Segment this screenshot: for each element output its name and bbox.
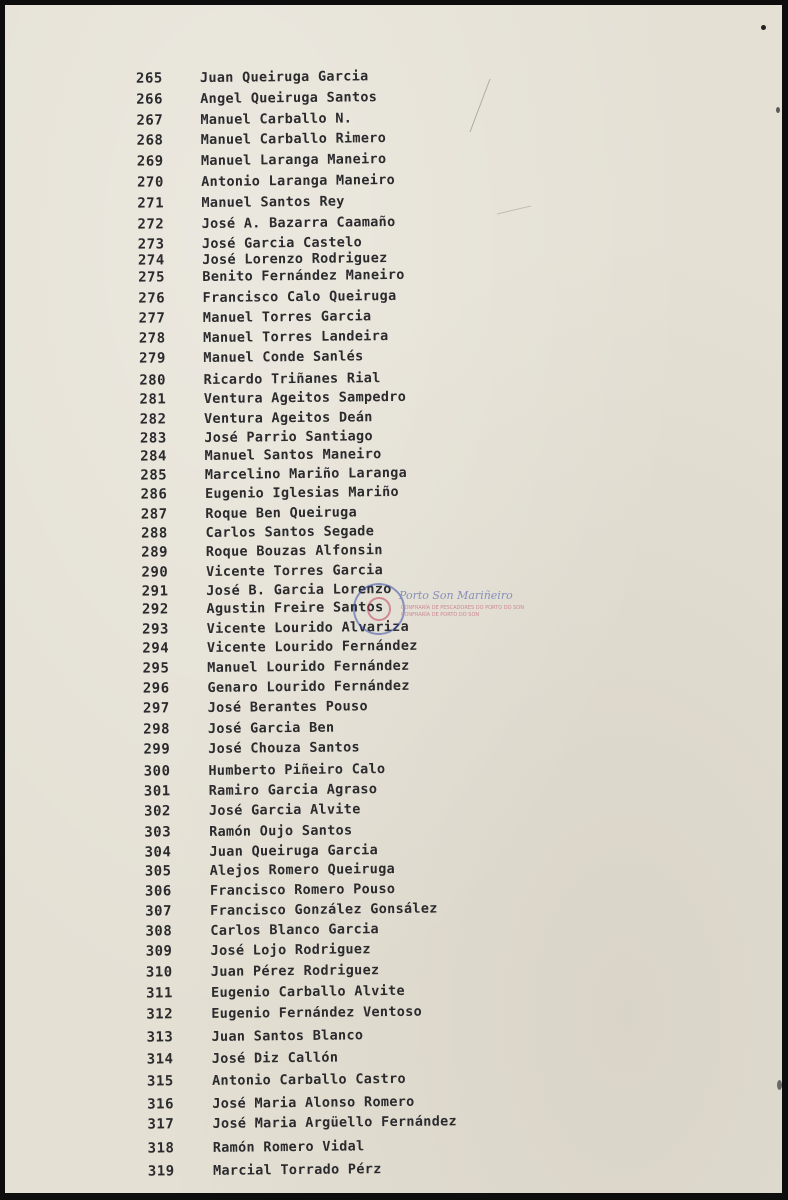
entry-name: Angel Queiruga Santos: [200, 89, 378, 108]
pencil-mark-icon: [460, 77, 500, 137]
entry-name: Eugenio Carballo Alvite: [211, 982, 406, 1001]
entry-number: 289: [141, 544, 169, 561]
entry-name: José B. Garcia Lorenzo: [206, 581, 392, 599]
entry-number: 282: [139, 411, 167, 428]
entry-name: Roque Ben Queiruga: [205, 504, 358, 522]
entry-name: Ricardo Triñanes Rial: [203, 370, 381, 388]
entry-number: 309: [145, 943, 173, 960]
entry-name: Manuel Santos Rey: [201, 193, 345, 212]
entry-number: 302: [144, 803, 171, 820]
entry-name: Manuel Conde Sanlés: [203, 348, 364, 366]
entry-name: Manuel Carballo N.: [200, 110, 353, 129]
entry-name: Manuel Lourido Fernández: [207, 657, 410, 676]
entry-name: Ramiro Garcia Agraso: [208, 781, 378, 799]
watermark-logo-icon: [353, 583, 405, 635]
entry-number: 274: [137, 252, 165, 269]
entry-number: 269: [136, 153, 164, 170]
entry-name: Roque Bouzas Alfonsin: [205, 542, 383, 560]
entry-name: Manuel Carballo Rimero: [200, 130, 387, 149]
watermark-stamp: [313, 575, 524, 643]
entry-number: 267: [136, 112, 164, 129]
entry-name: José Maria Alonso Romero: [212, 1093, 415, 1112]
entry-name: Vicente Lourido Fernández: [206, 637, 418, 656]
entry-name: Manuel Laranga Maneiro: [200, 151, 387, 170]
entry-number: 265: [135, 70, 163, 87]
entry-number: 308: [145, 923, 173, 940]
entry-name: Manuel Torres Landeira: [203, 328, 389, 346]
entry-number: 307: [145, 903, 173, 920]
entry-name: José Garcia Alvite: [208, 801, 361, 819]
entry-number: 286: [140, 486, 168, 503]
entry-name: Francisco Romero Pouso: [209, 880, 396, 899]
entry-name: José A. Bazarra Caamaño: [201, 213, 396, 233]
entry-number: 273: [137, 236, 165, 253]
entry-name: Antonio Laranga Maneiro: [201, 171, 396, 191]
entry-number: 268: [136, 132, 164, 149]
entry-number: 288: [140, 525, 168, 542]
document-page: [5, 5, 782, 1193]
entry-name: Juan Santos Blanco: [211, 1027, 364, 1045]
entry-name: Juan Pérez Rodriguez: [210, 962, 380, 980]
entry-number: 275: [138, 269, 166, 286]
entry-number: 301: [143, 783, 171, 800]
entry-name: José Garcia Castelo: [201, 234, 363, 253]
entry-number: 266: [136, 91, 164, 108]
entry-number: 290: [141, 564, 169, 581]
entry-number: 294: [142, 640, 170, 657]
paper-speck: [761, 25, 766, 30]
entry-number: 277: [138, 310, 166, 327]
entry-name: Benito Fernández Maneiro: [202, 266, 405, 286]
entry-number: 270: [136, 174, 164, 191]
entry-name: Carlos Blanco Garcia: [210, 921, 380, 939]
entry-number: 311: [146, 985, 173, 1002]
entry-number: 271: [137, 195, 165, 212]
entry-name: Marcelino Mariño Laranga: [204, 464, 408, 483]
entry-number: 293: [142, 621, 170, 638]
paper-speck: [777, 1080, 782, 1090]
entry-name: José Diz Callón: [211, 1049, 339, 1067]
entry-number: 306: [144, 883, 172, 900]
entry-name: José Garcia Ben: [207, 719, 335, 737]
entry-number: 279: [138, 350, 166, 367]
entry-number: 310: [145, 964, 173, 981]
entry-number: 313: [146, 1029, 174, 1046]
entry-number: 300: [143, 763, 171, 780]
watermark-title: Porto Son Mariñeiro: [399, 589, 513, 602]
entry-number: 292: [141, 601, 169, 618]
entry-name: José Lorenzo Rodriguez: [202, 250, 388, 269]
entry-number: 280: [139, 372, 167, 389]
entry-name: José Parrio Santiago: [204, 428, 373, 446]
entry-number: 318: [147, 1140, 175, 1157]
entry-name: Humberto Piñeiro Calo: [208, 761, 386, 779]
entry-name: Juan Queiruga Garcia: [199, 68, 369, 87]
entry-name: Manuel Torres Garcia: [202, 308, 372, 326]
entry-number: 285: [140, 467, 168, 484]
entry-name: Francisco González Gonsález: [210, 900, 438, 919]
entry-number: 281: [139, 391, 167, 408]
entry-name: Vicente Lourido Alvariza: [206, 618, 410, 637]
pencil-mark-icon: [495, 200, 535, 220]
entry-number: 303: [144, 824, 172, 841]
entry-name: José Chouza Santos: [208, 739, 360, 757]
entry-number: 317: [147, 1116, 175, 1133]
entry-number: 272: [137, 216, 165, 233]
entry-number: 312: [146, 1006, 174, 1023]
entry-number: 305: [144, 863, 172, 880]
entry-name: José Lojo Rodriguez: [210, 941, 371, 959]
entry-number: 315: [146, 1073, 174, 1090]
entry-name: Francisco Calo Queiruga: [202, 287, 397, 306]
entry-number: 291: [141, 583, 169, 600]
entry-name: Ventura Ageitos Deán: [204, 409, 373, 427]
entry-name: Juan Queiruga Garcia: [209, 842, 379, 860]
watermark-subtitle: CONFRARÍA DE PESCADORES DO PORTO DO SON CONFRARÍA DE PORTO DO SON: [401, 605, 524, 618]
entry-name: Ramón Oujo Santos: [209, 822, 353, 840]
entry-name: Genaro Lourido Fernández: [207, 677, 410, 696]
paper-speck: [776, 107, 780, 113]
entry-number: 314: [146, 1051, 174, 1068]
entry-number: 295: [142, 660, 170, 677]
entry-name: Eugenio Iglesias Mariño: [204, 483, 399, 502]
entry-number: 296: [142, 680, 170, 697]
entry-name: José Maria Argüello Fernández: [212, 1113, 458, 1132]
entry-number: 316: [147, 1096, 175, 1113]
entry-number: 304: [144, 844, 172, 861]
entry-name: Vicente Torres Garcia: [205, 562, 384, 580]
entry-name: Agustin Freire Santos: [206, 599, 384, 617]
entry-name: Carlos Santos Segade: [205, 523, 375, 541]
entry-name: José Berantes Pouso: [207, 698, 368, 716]
entry-name: Marcial Torrado Pérz: [212, 1161, 382, 1179]
entry-name: Ventura Ageitos Sampedro: [203, 388, 407, 407]
entry-name: Ramón Romero Vidal: [212, 1138, 365, 1156]
entry-number: 276: [138, 290, 166, 307]
entry-number: 278: [138, 330, 166, 347]
entry-name: Antonio Carballo Castro: [211, 1070, 406, 1089]
entry-number: 287: [140, 506, 168, 523]
entry-name: Alejos Romero Queiruga: [209, 860, 396, 879]
entry-number: 283: [139, 430, 167, 447]
entry-name: Manuel Santos Maneiro: [204, 446, 382, 464]
entry-number: 319: [147, 1163, 175, 1180]
entry-name: Eugenio Fernández Ventoso: [211, 1003, 423, 1022]
entry-number: 297: [142, 700, 170, 717]
entry-number: 298: [143, 721, 171, 738]
entry-number: 284: [140, 448, 168, 465]
entry-number: 299: [143, 741, 171, 758]
